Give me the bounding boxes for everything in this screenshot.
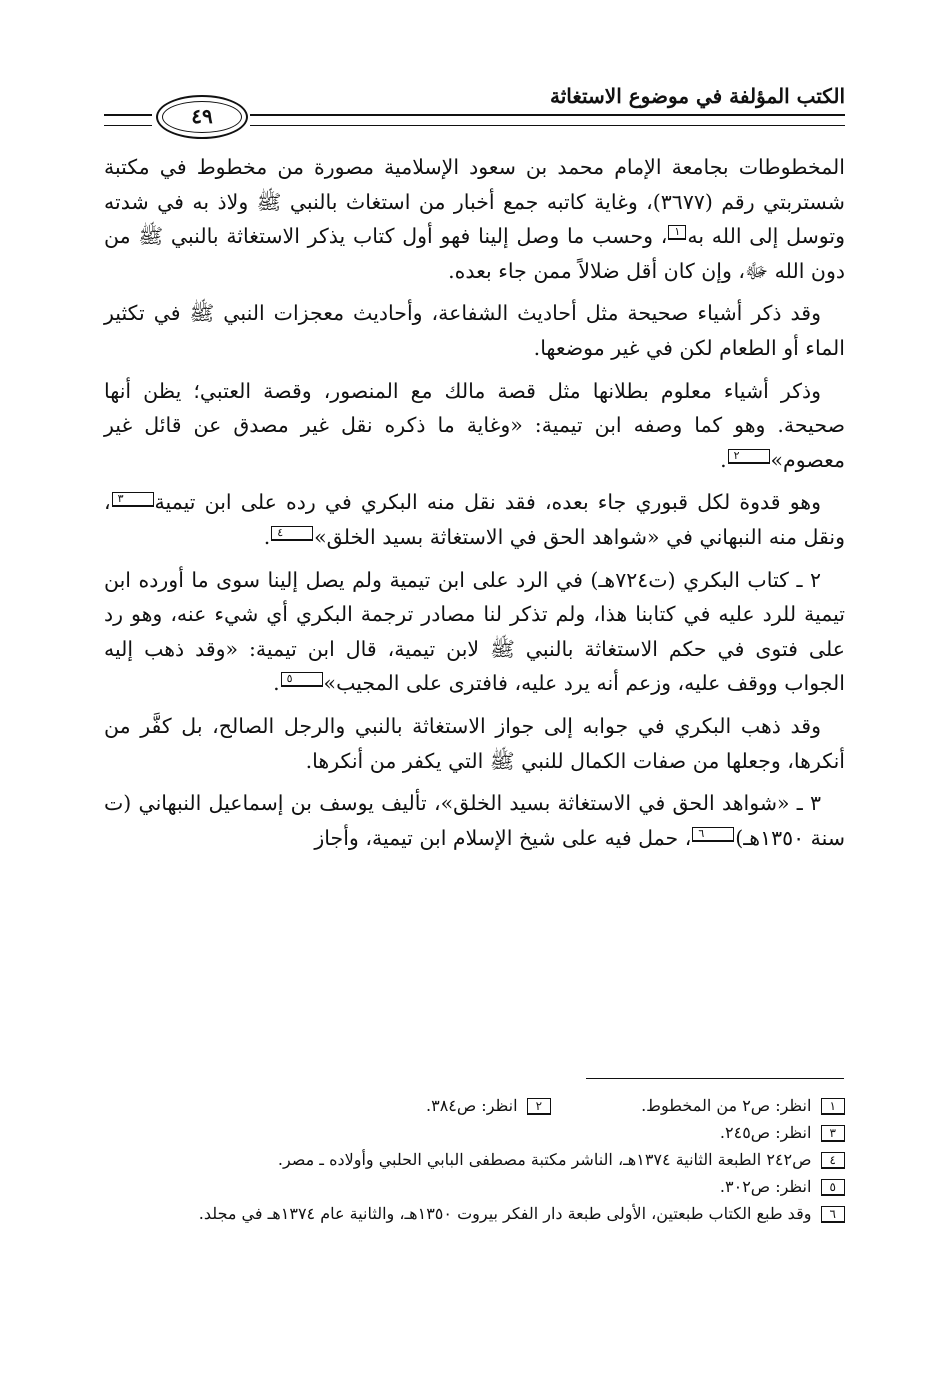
paragraph: [104, 485, 845, 554]
footnote-number: ٤: [821, 1152, 845, 1169]
paragraph-text: ، حمل فيه على شيخ الإسلام ابن تيمية، وأجاز: [314, 825, 692, 850]
paragraph-text: .: [263, 524, 271, 549]
footnote: [104, 1200, 845, 1227]
footnote-separator: [586, 1078, 844, 1079]
paragraph-text: ٣ ـ «شواهد الحق في الاستغاثة بسيد الخلق»، تأليف يوسف بن إسماعيل النبهاني (ت سنة ١٣٥٠هـ): [104, 791, 845, 850]
running-header-title: الكتب المؤلفة في موضوع الاستغاثة: [549, 84, 845, 108]
footnote-number: ٣: [821, 1125, 845, 1142]
footnote-text: انظر: ص٢٤٥.: [719, 1123, 812, 1142]
footnote-ref[interactable]: ٥: [281, 672, 323, 687]
footnote-row: [104, 1092, 845, 1119]
footnote: [104, 1146, 845, 1173]
footnote-text: انظر: ص٢ من المخطوط.: [641, 1096, 812, 1115]
footnote-number: ٥: [821, 1179, 845, 1196]
page-number-ornament: [156, 95, 248, 139]
paragraph-text: .: [720, 447, 727, 472]
paragraph-text: وقد ذكر أشياء صحيحة مثل أحاديث الشفاعة، وأحاديث معجزات النبي ﷺ في تكثير الماء أو الطعام لكن في غير موضعها.: [104, 301, 845, 360]
footnote-text: وقد طبع الكتاب طبعتين، الأولى طبعة دار الفكر بيروت ١٣٥٠هـ، والثانية عام ١٣٧٤هـ في مجلد.: [198, 1204, 812, 1223]
paragraph: [104, 296, 845, 365]
paragraph-text: وهو قدوة لكل قبوري جاء بعده، فقد نقل منه البكري في رده على ابن تيمية: [154, 490, 821, 515]
footnote-ref[interactable]: ١: [668, 225, 686, 240]
footnote-ref[interactable]: ٣: [112, 492, 154, 507]
footnotes: [104, 1092, 845, 1227]
paragraph: [104, 374, 845, 478]
footnote-ref[interactable]: ٢: [728, 449, 770, 464]
body-text: [104, 150, 845, 863]
paragraph-text: .: [273, 671, 280, 696]
header-rule-left: [104, 114, 152, 126]
paragraph-text: وقد ذهب البكري في جوابه إلى جواز الاستغاثة بالنبي والرجل الصالح، بل كفَّر من أنكرها، وجعلها من صفات الكمال للنبي ﷺ التي يكفر من أنكرها.: [104, 713, 845, 773]
footnote: [104, 1173, 845, 1200]
paragraph-text: ، ونقل منه النبهاني في «شواهد الحق في الاستغاثة بسيد الخلق»: [104, 490, 845, 549]
footnote: [426, 1092, 551, 1119]
footnote: [104, 1119, 845, 1146]
paragraph: [104, 563, 845, 701]
footnote-text: انظر: ص٣٠٢.: [719, 1177, 812, 1196]
paragraph: [104, 709, 845, 778]
footnote-number: ٦: [821, 1206, 845, 1223]
footnote: [641, 1092, 845, 1119]
footnote-ref[interactable]: ٦: [692, 827, 734, 842]
footnote-text: ص٢٤٢ الطبعة الثانية ١٣٧٤هـ، الناشر مكتبة مصطفى البابي الحلبي وأولاده ـ مصر.: [277, 1150, 812, 1169]
paragraph-text: المخطوطات بجامعة الإمام محمد بن سعود الإسلامية مصورة من مخطوط في مكتبة شستربتي رقم (٣٦٧٧)، وغاية كاتبه جمع أخبار من استغاث بالنبي ﷺ ولاذ به في شدته وتوسل إلى الله به: [104, 155, 845, 249]
footnote-number: ٢: [527, 1098, 551, 1115]
paragraph: [104, 150, 845, 288]
paragraph-text: ٢ ـ كتاب البكري (ت٧٢٤هـ) في الرد على ابن تيمية ولم يصل إلينا سوى ما أورده ابن تيمية للرد عليه في كتابنا هذا، ولم تذكر لنا مصادر ترجمة البكري أي شيء عنه، وهو رد على فتوى في حكم الاستغاثة بالنبي ﷺ لابن تيمية، قال ابن تيمية: «وقد ذهب إليه الجواب ووقف عليه، وزعم أنه يرد عليه، فافترى على المجيب»: [104, 567, 845, 696]
page-number: ٤٩: [191, 104, 213, 128]
header-rule: [250, 114, 845, 126]
footnote-text: انظر: ص٣٨٤.: [426, 1096, 518, 1115]
footnote-number: ١: [821, 1098, 845, 1115]
paragraph-text: وذكر أشياء معلوم بطلانها مثل قصة مالك مع المنصور، وقصة العتبي؛ يظن أنها صحيحة. وهو كما وصفه ابن تيمية: «وغاية ما ذكره نقل غير مصدق عن قائل غير معصوم»: [104, 378, 845, 472]
paragraph-text: ، وحسب ما وصل إلينا فهو أول كتاب يذكر الاستغاثة بالنبي ﷺ من دون الله ﷻ، وإن كان أقل ضلالاً ممن جاء بعده.: [104, 224, 845, 283]
paragraph: [104, 786, 845, 855]
footnote-ref[interactable]: ٤: [271, 526, 313, 541]
